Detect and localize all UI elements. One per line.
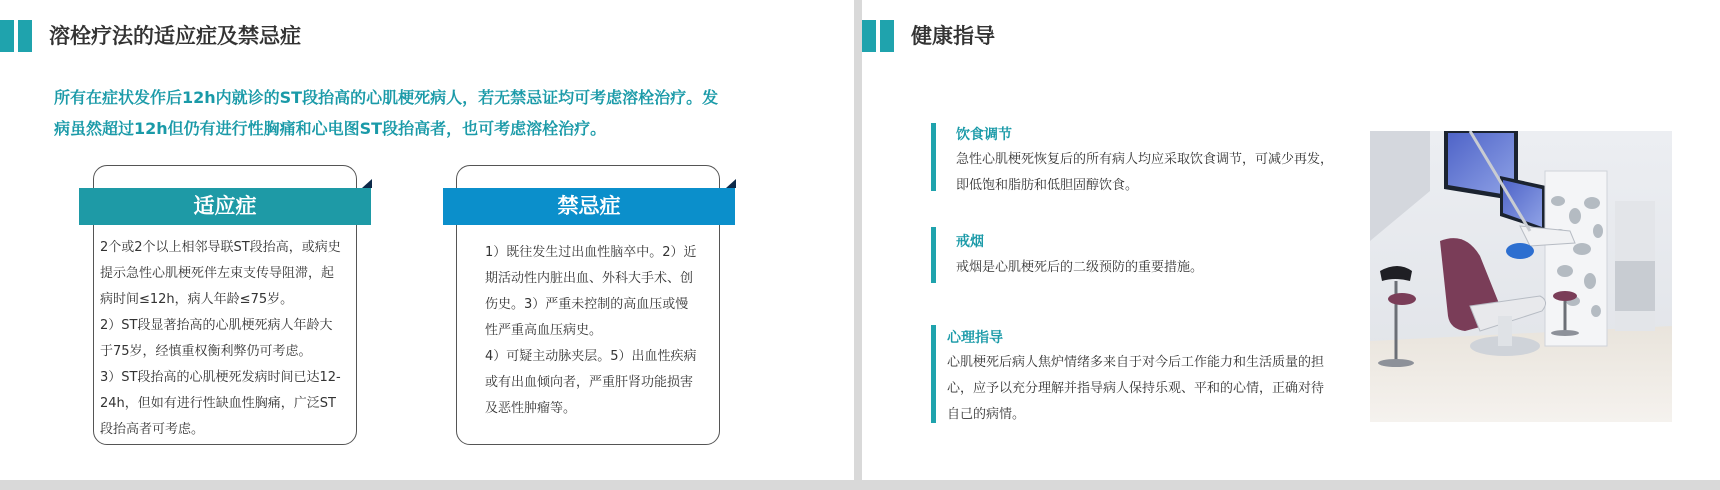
slide-title: 健康指导 (911, 24, 995, 48)
tip-bar-smoking (931, 227, 936, 283)
slide-thrombolysis (0, 0, 854, 480)
indications-para-2: 2）ST段显著抬高的心肌梗死病人年龄大于75岁，经慎重权衡利弊仍可考虑。 (100, 318, 333, 359)
contraindications-header: 禁忌症 (443, 188, 735, 225)
indications-body (100, 235, 345, 443)
intro-line-1: 所有在症状发作后12h内就诊的ST段抬高的心肌梗死病人，若无禁忌证均可考虑溶栓治疗。发 (54, 88, 719, 107)
clinic-photo (1370, 131, 1672, 422)
tip-bar-diet (931, 123, 936, 191)
tip-title-diet: 饮食调节 (956, 127, 1012, 143)
contraindications-body (485, 240, 697, 422)
indications-header: 适应症 (79, 188, 371, 225)
indications-para-3: 3）ST段抬高的心肌梗死发病时间已达12-24h，但如有进行性缺血性胸痛，广泛ST段抬高者可考虑。 (100, 370, 341, 437)
tip-bar-psych (931, 325, 936, 423)
tip-title-smoking: 戒烟 (956, 234, 984, 250)
tip-text-diet: 急性心肌梗死恢复后的所有病人均应采取饮食调节，可减少再发，即低饱和脂肪和低胆固醇饮食。 (956, 152, 1334, 193)
tip-text-psych: 心肌梗死后病人焦炉情绪多来自于对今后工作能力和生活质量的担心，应予以充分理解并指导病人保持乐观、平和的心情，正确对待自己的病情。 (947, 355, 1325, 422)
contraindications-para-2: 4）可疑主动脉夹层。5）出血性疾病或有出血倾向者，严重肝肾功能损害及恶性肿瘤等。 (485, 349, 697, 416)
intro-line-2: 病虽然超过12h但仍有进行性胸痛和心电图ST段抬高者，也可考虑溶栓治疗。 (54, 119, 607, 138)
indications-para-1: 2个或2个以上相邻导联ST段抬高，或病史提示急性心肌梗死伴左束支传导阻滞，起病时间≤12h，病人年龄≤75岁。 (100, 240, 341, 307)
tip-text-smoking: 戒烟是心肌梗死后的二级预防的重要措施。 (956, 260, 1204, 275)
intro-text (54, 82, 754, 144)
tip-title-psych: 心理指导 (947, 330, 1003, 346)
slide-title: 溶栓疗法的适应症及禁忌症 (49, 24, 301, 48)
contraindications-para-1: 1）既往发生过出血性脑卒中。2）近期活动性内脏出血、外科大手术、创伤史。3）严重未控制的高血压或慢性严重高血压病史。 (485, 245, 697, 338)
